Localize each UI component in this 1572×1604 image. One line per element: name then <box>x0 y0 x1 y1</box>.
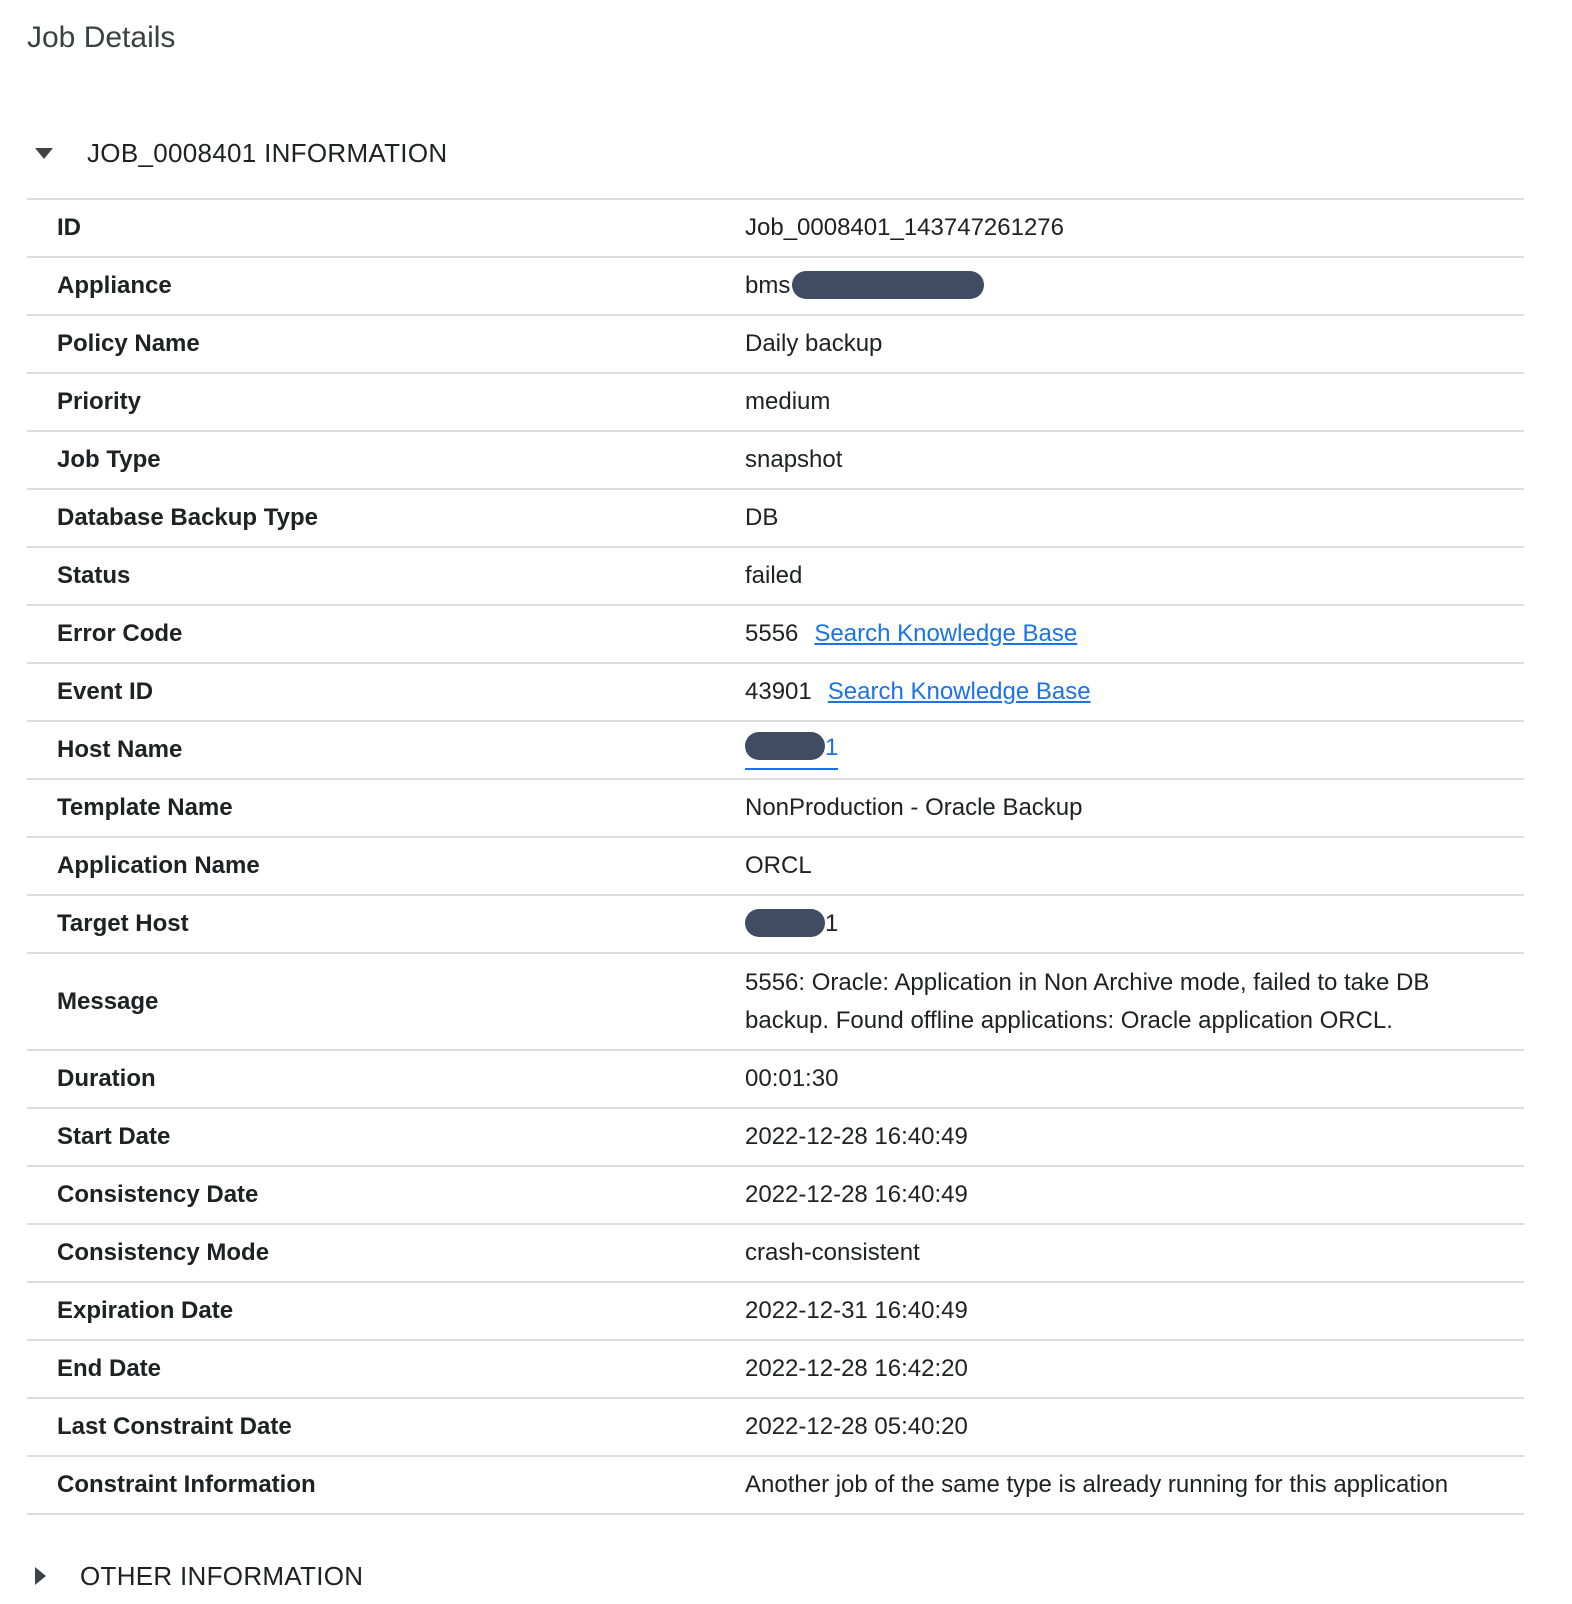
table-row-message <box>27 954 1524 1051</box>
table-row-status <box>27 548 1524 606</box>
row-label: Status <box>57 562 131 589</box>
table-row-appliance <box>27 258 1524 316</box>
table-row-priority <box>27 374 1524 432</box>
row-value: 2022-12-28 05:40:20 <box>745 1413 968 1440</box>
row-label: Database Backup Type <box>57 504 318 531</box>
row-label: Error Code <box>57 620 183 647</box>
error-code-value: 5556 <box>745 620 799 647</box>
row-value: Daily backup <box>745 330 883 357</box>
event-id-value: 43901 <box>745 678 812 705</box>
row-value <box>745 729 1524 772</box>
row-value: ORCL <box>745 852 812 879</box>
page-title: Job Details <box>27 21 176 54</box>
table-row-expiration-date <box>27 1283 1524 1341</box>
job-details-table <box>27 198 1524 1515</box>
table-row-end-date <box>27 1341 1524 1399</box>
table-row-target-host <box>27 896 1524 954</box>
host-name-suffix: 1 <box>825 733 839 761</box>
table-row-host-name <box>27 722 1524 780</box>
table-row-last-constraint-date <box>27 1399 1524 1457</box>
table-row-id <box>27 200 1524 258</box>
row-value: Another job of the same type is already running for this application <box>745 1471 1449 1498</box>
row-value: failed <box>745 562 803 589</box>
row-label: Application Name <box>57 852 260 879</box>
table-row-event-id <box>27 664 1524 722</box>
redacted-host-name <box>745 732 825 760</box>
row-label: Consistency Date <box>57 1181 259 1208</box>
row-value <box>745 905 1524 943</box>
section-header-job-information[interactable] <box>27 138 1548 168</box>
table-row-job-type <box>27 432 1524 490</box>
row-value: 2022-12-28 16:42:20 <box>745 1355 968 1382</box>
row-label: ID <box>57 214 81 241</box>
row-label: Constraint Information <box>57 1471 316 1498</box>
expand-triangle-icon <box>35 1567 46 1585</box>
row-label: Target Host <box>57 910 189 937</box>
row-value: medium <box>745 388 831 415</box>
row-value: crash-consistent <box>745 1239 920 1266</box>
row-label: Start Date <box>57 1123 171 1150</box>
row-value: NonProduction - Oracle Backup <box>745 794 1083 821</box>
row-value <box>745 673 1524 711</box>
table-row-policy-name <box>27 316 1524 374</box>
row-label: Consistency Mode <box>57 1239 270 1266</box>
row-label: Priority <box>57 388 142 415</box>
redacted-appliance-name <box>792 271 984 299</box>
section-title-other-information: OTHER INFORMATION <box>80 1561 364 1591</box>
row-label: Event ID <box>57 678 154 705</box>
row-label: Expiration Date <box>57 1297 234 1324</box>
table-row-database-backup-type <box>27 490 1524 548</box>
row-value: Job_0008401_143747261276 <box>745 214 1064 241</box>
row-label: Last Constraint Date <box>57 1413 292 1440</box>
row-value <box>745 267 1524 305</box>
row-label: Host Name <box>57 736 183 763</box>
row-value: 2022-12-28 16:40:49 <box>745 1181 968 1208</box>
table-row-template-name <box>27 780 1524 838</box>
row-value: 5556: Oracle: Application in Non Archive mode, failed to take DB backup. Found offline applications: Oracle application ORCL. <box>745 968 1430 1034</box>
search-knowledge-base-link[interactable]: Search Knowledge Base <box>814 620 1078 647</box>
row-value: DB <box>745 504 779 531</box>
table-row-start-date <box>27 1109 1524 1167</box>
search-knowledge-base-link[interactable]: Search Knowledge Base <box>827 678 1091 705</box>
section-header-other-information[interactable] <box>27 1561 1548 1591</box>
row-label: End Date <box>57 1355 162 1382</box>
row-value: 2022-12-31 16:40:49 <box>745 1297 968 1324</box>
host-name-link[interactable] <box>745 729 838 770</box>
redacted-target-host <box>745 909 825 937</box>
table-row-consistency-mode <box>27 1225 1524 1283</box>
table-row-duration <box>27 1051 1524 1109</box>
row-value: 00:01:30 <box>745 1065 839 1092</box>
row-value: snapshot <box>745 446 843 473</box>
row-label: Duration <box>57 1065 156 1092</box>
target-host-suffix: 1 <box>825 910 839 937</box>
row-value <box>745 615 1524 653</box>
row-label: Template Name <box>57 794 233 821</box>
table-row-constraint-information <box>27 1457 1524 1515</box>
table-row-error-code <box>27 606 1524 664</box>
row-value: 2022-12-28 16:40:49 <box>745 1123 968 1150</box>
row-label: Message <box>57 987 159 1015</box>
row-label: Policy Name <box>57 330 200 357</box>
row-label: Appliance <box>57 272 172 299</box>
appliance-value-prefix: bms <box>745 272 791 299</box>
row-label: Job Type <box>57 446 161 473</box>
section-title-job-information: JOB_0008401 INFORMATION <box>87 138 448 168</box>
table-row-consistency-date <box>27 1167 1524 1225</box>
table-row-application-name <box>27 838 1524 896</box>
collapse-triangle-icon <box>35 148 53 159</box>
